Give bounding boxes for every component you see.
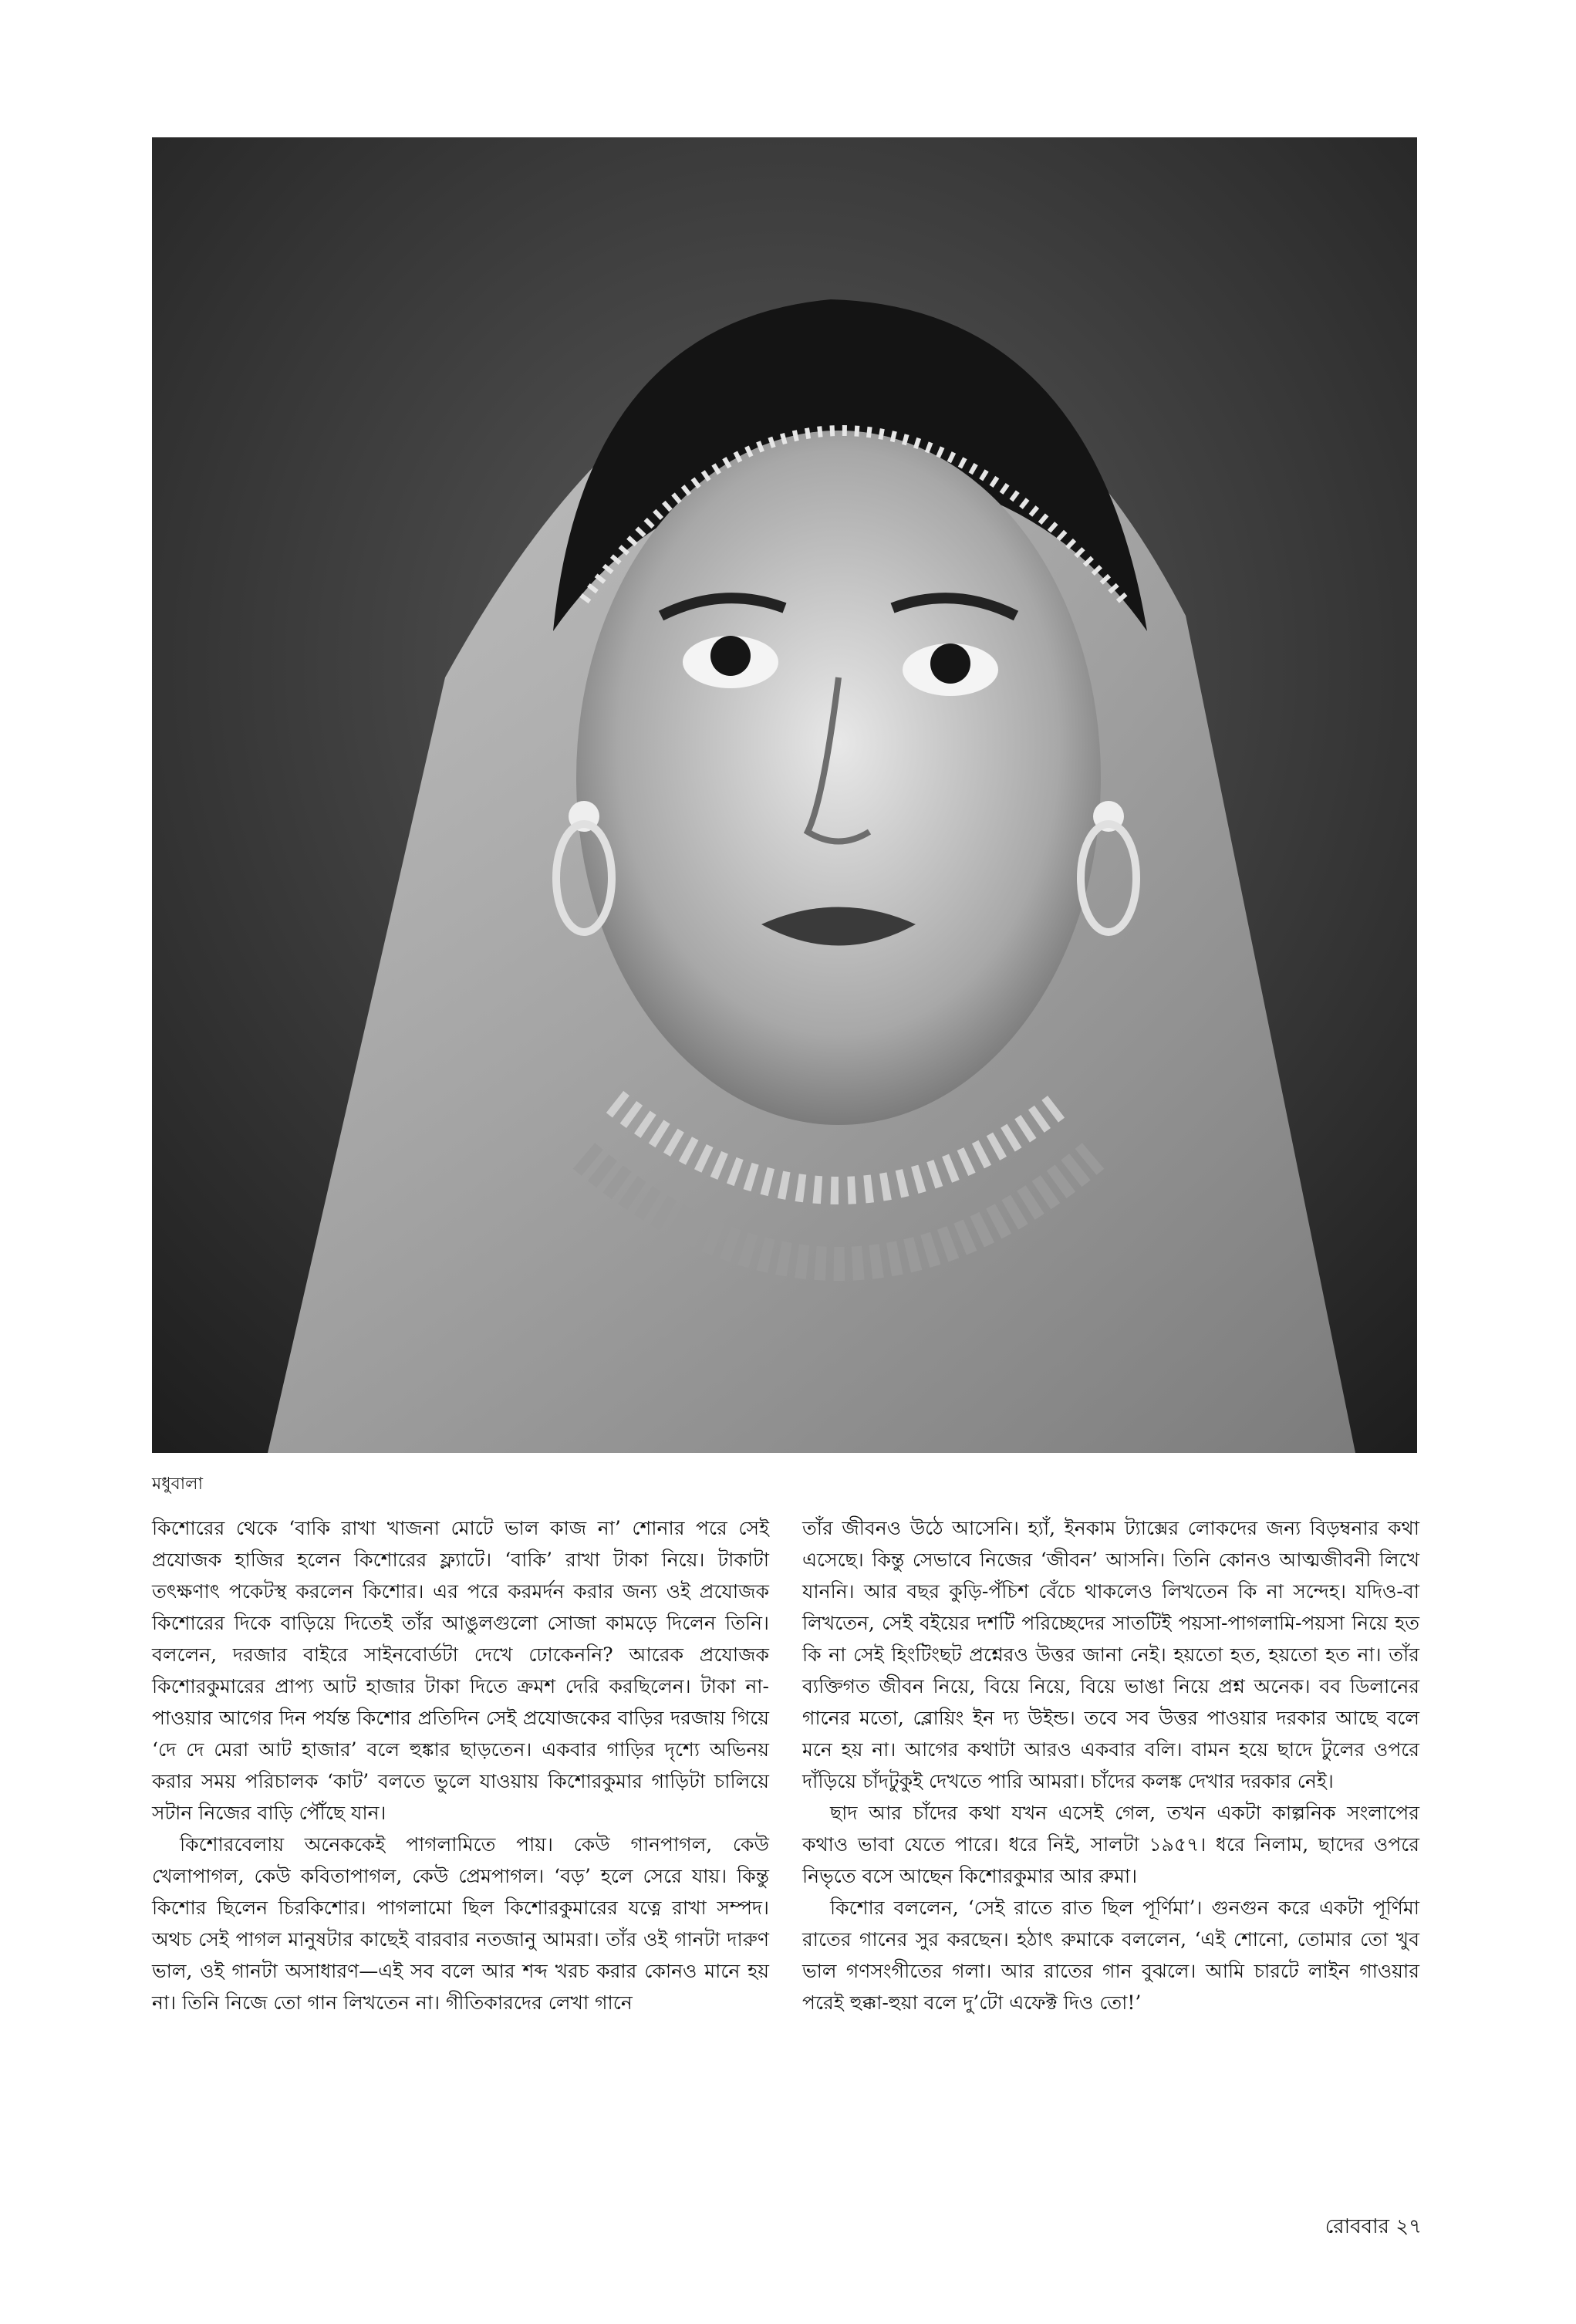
article-column-right: [802, 1512, 1419, 2018]
photo-caption: মধুবালা: [152, 1474, 203, 1494]
page-folio: রোববার ২৭: [1325, 2215, 1422, 2238]
article-paragraph: কিশোরের থেকে ‘বাকি রাখা খাজনা মোটে ভাল কাজ না’ শোনার পরে সেই প্রযোজক হাজির হলেন কিশোরের ফ্ল্যাটে। ‘বাকি’ রাখা টাকা নিয়ে। টাকাটা তৎক্ষণাৎ পকেটস্থ করলেন কিশোর। এর পরে করমর্দন করার জন্য ওই প্রযোজক কিশোরের দিকে বাড়িয়ে দিতেই তাঁর আঙুলগুলো সোজা কামড়ে দিলেন তিনি। বললেন, দরজার বাইরে সাইনবোর্ডটা দেখে ঢোকেননি? আরেক প্রযোজক কিশোরকুমারের প্রাপ্য আট হাজার টাকা দিতে ক্রমশ দেরি করছিলেন। টাকা না-পাওয়ার আগের দিন পর্যন্ত কিশোর প্রতিদিন সেই প্রযোজকের বাড়ির দরজায় গিয়ে ‘দে দে মেরা আট হাজার’ বলে হুঙ্কার ছাড়তেন। একবার গাড়ির দৃশ্যে অভিনয় করার সময় পরিচালক ‘কাট’ বলতে ভুলে যাওয়ায় কিশোরকুমার গাড়িটা চালিয়ে সটান নিজের বাড়ি পৌঁছে যান।: [152, 1517, 769, 1824]
article-paragraph: কিশোর বললেন, ‘সেই রাতে রাত ছিল পূর্ণিমা’। গুনগুন করে একটা পূর্ণিমা রাতের গানের সুর করছেন। হঠাৎ রুমাকে বললেন, ‘এই শোনো, তোমার তো খুব ভাল গণসংগীতের গলা। আর রাতের গান বুঝলে। আমি চারটে লাইন গাওয়ার পরেই হুক্কা-হুয়া বলে দু’টো এফেক্ট দিও তো!’: [802, 1897, 1419, 2014]
article-paragraph: ছাদ আর চাঁদের কথা যখন এসেই গেল, তখন একটা কাল্পনিক সংলাপের কথাও ভাবা যেতে পারে। ধরে নিই, সালটা ১৯৫৭। ধরে নিলাম, ছাদের ওপরে নিভৃতে বসে আছেন কিশোরকুমার আর রুমা।: [802, 1802, 1419, 1887]
article-column-left: [152, 1512, 769, 2018]
portrait-image: [152, 137, 1417, 1453]
article-paragraph: কিশোরবেলায় অনেককেই পাগলামিতে পায়। কেউ গানপাগল, কেউ খেলাপাগল, কেউ কবিতাপাগল, কেউ প্রেমপাগল। ‘বড়’ হলে সেরে যায়। কিন্তু কিশোর ছিলেন চিরকিশোর। পাগলামো ছিল কিশোরকুমারের যত্নে রাখা সম্পদ। অথচ সেই পাগল মানুষটার কাছেই বারবার নতজানু আমরা। তাঁর ওই গানটা দারুণ ভাল, ওই গানটা অসাধারণ—এই সব বলে আর শব্দ খরচ করার কোনও মানে হয় না। তিনি নিজে তো গান লিখতেন না। গীতিকারদের লেখা গানে: [152, 1833, 769, 2014]
portrait-photo: [152, 137, 1417, 1453]
article-paragraph: তাঁর জীবনও উঠে আসেনি। হ্যাঁ, ইনকাম ট্যাক্সের লোকদের জন্য বিড়ম্বনার কথা এসেছে। কিন্তু সেভাবে নিজের ‘জীবন’ আসনি। তিনি কোনও আত্মজীবনী লিখে যাননি। আর বছর কুড়ি-পঁচিশ বেঁচে থাকলেও লিখতেন কি না সন্দেহ। যদিও-বা লিখতেন, সেই বইয়ের দশটি পরিচ্ছেদের সাতটিই পয়সা-পাগলামি-পয়সা নিয়ে হত কি না সেই হিংটিংছট প্রশ্নেরও উত্তর জানা নেই। হয়তো হত, হয়তো হত না। তাঁর ব্যক্তিগত জীবন নিয়ে, বিয়ে নিয়ে, বিয়ে ভাঙা নিয়ে প্রশ্ন অনেক। বব ডিলানের গানের মতো, ব্লোয়িং ইন দ্য উইন্ড। তবে সব উত্তর পাওয়ার দরকার আছে বলে মনে হয় না। আগের কথাটা আরও একবার বলি। বামন হয়ে ছাদে টুলের ওপরে দাঁড়িয়ে চাঁদটুকুই দেখতে পারি আমরা। চাঁদের কলঙ্ক দেখার দরকার নেই।: [802, 1517, 1419, 1792]
